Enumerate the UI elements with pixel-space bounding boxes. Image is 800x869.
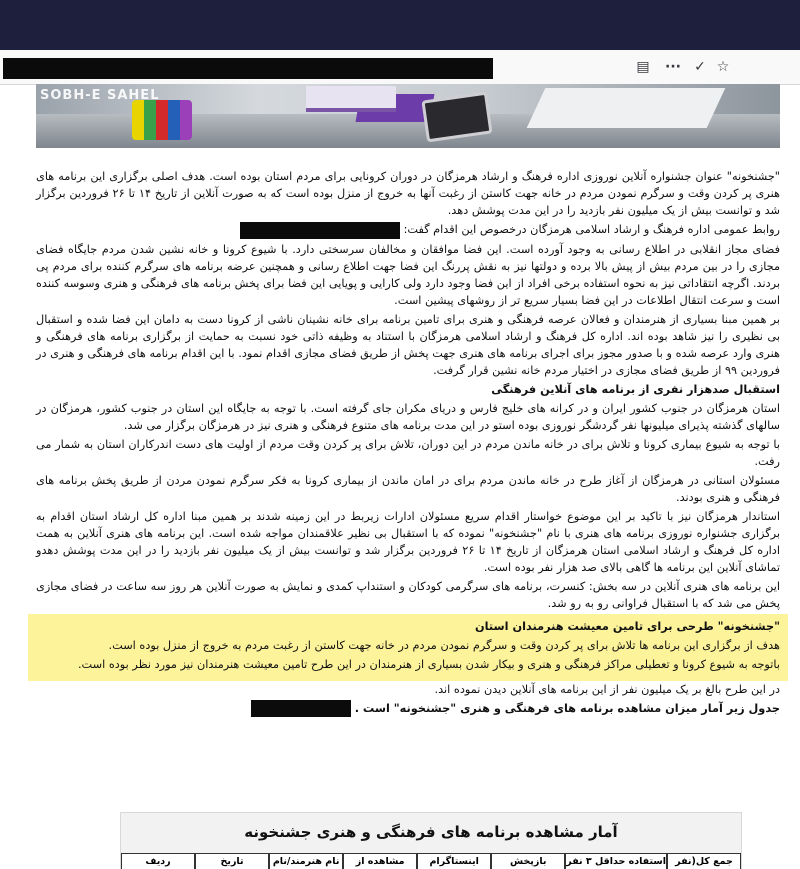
paragraph: فضای مجاز انقلابی در اطلاع رسانی به وجود آورده است. این فضا موافقان و مخالفان سرسختی دارد. با شیوع کرونا و خانه نشین شدن مردم جایگاه فضای مجازی را در بین مردم بیش از پیش بالا برده و دولتها نیز به نقش پررنگ این فضا جهت اطلاع رسانی و همچنین عرضه برنامه های سرگرم کننده برای مردم پی بردند. اگرچه انتقاداتی نیز به نحوه استفاده برخی افراد از این فضا وجود دارد ولی کارایی و پویایی این فضا برای پخش برنامه های فرهنگی و هنری وسوسه کننده است و سرعت انتقال اطلاعات در این فضا بسیار سریع تر از روشهای پیشین است.	[36, 242, 780, 307]
table-header-cell: اینستاگرام	[417, 853, 491, 869]
table-header-cell: نام هنرمند/نام	[269, 853, 343, 869]
pocket-icon[interactable]: ✓	[694, 59, 706, 75]
stats-table	[120, 812, 742, 869]
browser-titlebar	[0, 0, 800, 50]
pen-holder-graphic	[132, 100, 192, 140]
article-header-image	[36, 84, 780, 148]
section-heading: "جشنخونه" طرحی برای تامین معیشت هنرمندان استان	[475, 619, 780, 633]
table-title: آمار مشاهده برنامه های فرهنگی و هنری جشنخونه	[244, 823, 618, 841]
article-body	[36, 168, 780, 719]
url-field-redacted[interactable]	[3, 58, 493, 79]
paragraph: مسئولان استانی در هرمزگان از آغاز طرح در خانه ماندن مردم برای در امان ماندن از بیماری کرونا به فکر سرگرم نمودن مردن از طریق پخش برنامه های فرهنگی و هنری بودند.	[36, 473, 780, 504]
reader-view-icon[interactable]: ▤	[636, 59, 650, 75]
paragraph: در این طرح بالغ بر یک میلیون نفر از این برنامه های آنلاین دیدن نموده اند.	[434, 682, 780, 696]
section-heading: استقبال صدهزار نفری از برنامه های آنلاین فرهنگی	[491, 382, 780, 396]
table-header-cell: بازپخش	[491, 853, 565, 869]
browser-toolbar	[0, 50, 800, 85]
table-header-row	[121, 853, 741, 869]
paragraph: جدول زیر آمار میزان مشاهده برنامه های فرهنگی و هنری "جشنخونه" است .	[36, 700, 780, 718]
table-header-cell: ردیف	[121, 853, 195, 869]
paragraph: استاندار هرمزگان نیز با تاکید بر این موضوع خواستار اقدام سریع مسئولان ادارات زیربط در این زمینه شدند بر همین مبنا اداره کل ارشاد استان اقدام به برگزاری جشنواره نوروزی برنامه های هنری با نام "جشنخونه" نموده که با استقبال بی نظیر علاقمندان مواجه شده است. این برنامه های هنری آنلاین به همت اداره کل فرهنگ و ارشاد اسلامی استان هرمزگان از تاریخ ۱۴ تا ۲۶ فروردین برگزار شد و توانست بیش از یک میلیون نفر بازدید را در این مدت پوشش دهدو تماشای آنلاین این برنامه ها گاهی بالای صد هزار نفر بوده است.	[36, 509, 780, 574]
paragraph: این برنامه های هنری آنلاین در سه بخش: کنسرت، برنامه های سرگرمی کودکان و استنداپ کمدی و نمایش به صورت آنلاین هر روز سه ساعت در فضای مجازی پخش می شد که با استقبال فراوانی رو به رو شد.	[36, 579, 780, 610]
paragraph: بر همین مبنا بسیاری از هنرمندان و فعالان عرصه فرهنگی و هنری برای تامین برنامه برای خانه نشینان ناشی از کرونا دست به دامان این فضا شده و استقبال بی نظیری را نیز شاهد بوده اند. اداره کل فرهنگ و ارشاد اسلامی هرمزگان با استناد به وظیفه ذاتی خود نسبت به حمایت از برگزاری برنامه های فرهنگی و هنری وارد عرصه شده و با صدور مجوز برای اجرای برنامه های هنری جهت پخش از طریق فضای مجازی اقدام نمود. با این اقدام برنامه های فرهنگی و هنری در فروردین ۹۹ از طریق فضای مجازی در اختیار مردم خانه نشین قرار گرفت.	[36, 312, 780, 377]
redacted-name	[251, 700, 351, 717]
paragraph: روابط عمومی اداره فرهنگ و ارشاد اسلامی هرمزگان درخصوص این اقدام گفت:	[36, 221, 780, 239]
paragraph: استان هرمزگان در جنوب کشور ایران و در کرانه های خلیج فارس و دریای مکران جای گرفته است. با توجه به جایگاه این استان در جنوب کشور، هرمزگان در سالهای گذشته پذیرای میلیونها نفر گردشگر نوروزی بوده استو در این مدت برنامه های متنوع فرهنگی و هنری نیز در هرمزگان برگزار می شد.	[36, 401, 780, 432]
paragraph: "جشنخونه" عنوان جشنواره آنلاین نوروزی اداره فرهنگ و ارشاد هرمزگان در دوران کرونایی برای مردم استان بوده است. هدف اصلی برگزاری این برنامه های هنری پر کردن وقت و سرگرم نمودن مردم در خانه جهت کاستن از رغبت آنها به خروج از منزل بوده است که به صورت آنلاین از تاریخ ۱۴ تا ۲۶ فروردین برگزار شد و توانست بیش از یک میلیون نفر بازدید را در این مدت پوشش دهد.	[36, 170, 780, 217]
site-logo: SOBH-E SAHEL	[40, 88, 160, 103]
table-header-cell: مشاهده از	[343, 853, 417, 869]
notebook-graphic	[306, 86, 396, 112]
paragraph: باتوجه به شیوع کرونا و تعطیلی مراکز فرهنگی و هنری و بیکار شدن بسیاری از هنرمندان در این طرح تامین معیشت هنرمندان نیز مورد نظر بوده است.	[77, 657, 780, 671]
table-header-cell: تاریخ	[195, 853, 269, 869]
paragraph: هدف از برگزاری این برنامه ها تلاش برای پر کردن وقت و سرگرم نمودن مردم در خانه جهت کاستن از رغبت مردم به خروج از منزل بوده است.	[108, 638, 780, 652]
paragraph: با توجه به شیوع بیماری کرونا و تلاش برای در خانه ماندن مردم در این دوران، تلاش برای پر کردن وقت مردم از اولیت های دست اندرکاران استان به شمار می رفت.	[36, 437, 780, 468]
table-header-cell: جمع کل(نفر	[667, 853, 741, 869]
table-header-cell: استفاده حداقل ۳ نفر	[565, 853, 667, 869]
redacted-name	[240, 222, 400, 239]
more-options-icon[interactable]: ···	[665, 59, 681, 75]
bookmark-star-icon[interactable]: ☆	[716, 59, 730, 75]
highlighted-section	[28, 614, 788, 681]
